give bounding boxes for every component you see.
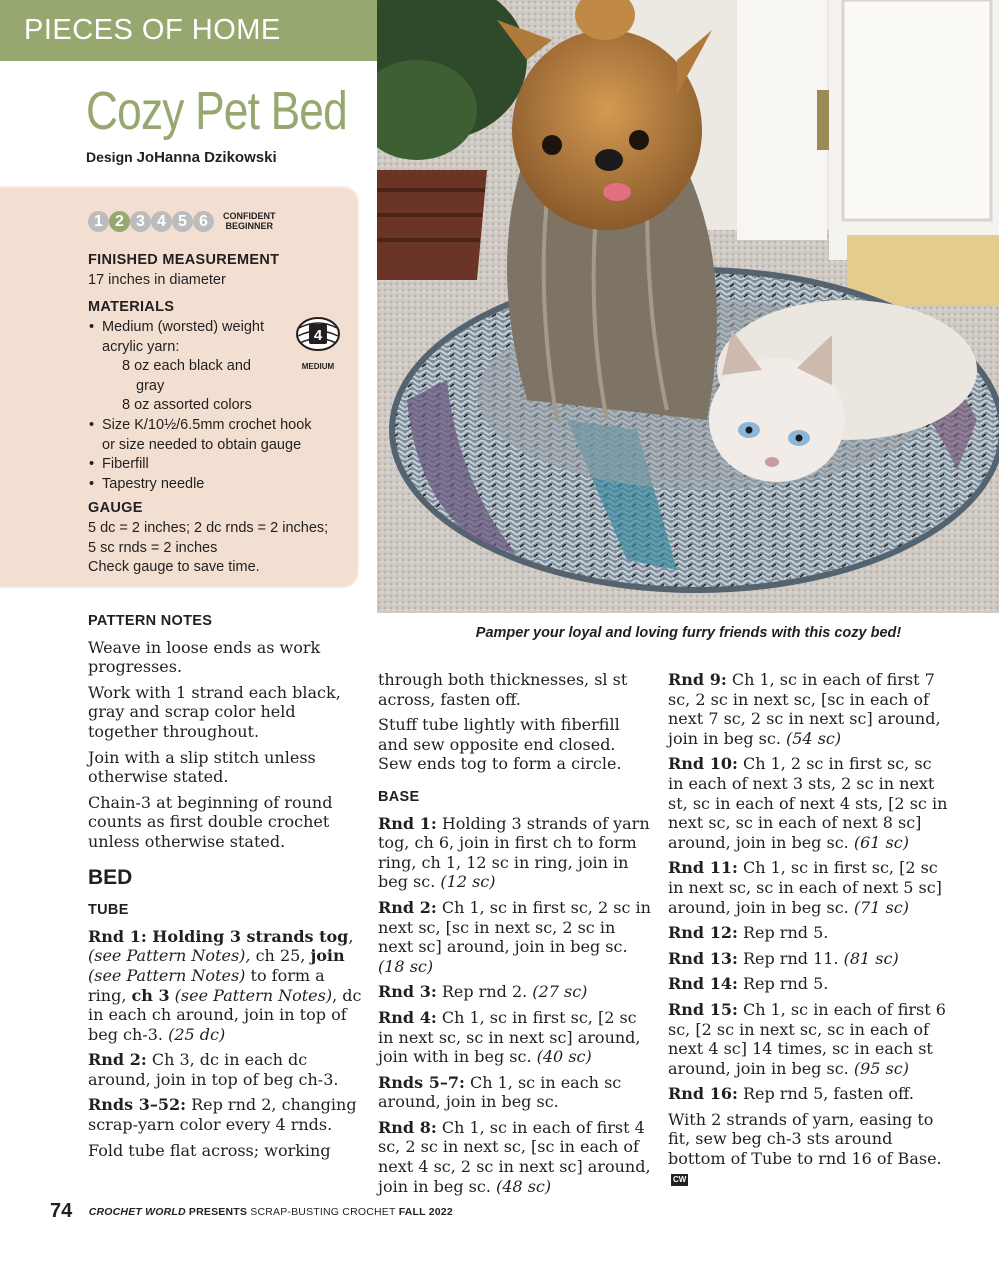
skill-level-3: 3: [130, 211, 151, 232]
rnd-label: Rnd 11:: [668, 858, 738, 878]
rnd-label: Rnd 12:: [668, 923, 738, 943]
tube-heading: TUBE: [88, 902, 129, 919]
rnd-text: Rep rnd 11.: [737, 948, 844, 968]
footer-mag2: PRESENTS: [185, 1205, 251, 1218]
pattern-note-3: Join with a slip stitch unless otherwise stated.: [88, 747, 316, 787]
rnd-label: Rnd 1: Holding 3 strands tog: [88, 926, 349, 946]
gauge-line1: 5 dc = 2 inches; 2 dc rnds = 2 inches;: [88, 520, 329, 536]
r1-ch3: ch 3: [131, 985, 170, 1005]
base-round: [668, 1084, 952, 1104]
rnd-label: Rnd 1:: [378, 813, 437, 833]
materials-item-fiberfill: • Fiberfill: [88, 455, 328, 475]
rnd-count: (71 sc): [853, 897, 909, 917]
base-round: [378, 1073, 654, 1112]
column-2: [378, 670, 654, 1202]
r1-note3: (see Pattern Notes): [174, 985, 333, 1005]
yarn-line2: acrylic yarn:: [102, 338, 180, 355]
photo-caption: Pamper your loyal and loving furry friends with this cozy bed!: [475, 625, 902, 641]
footer-mag4: FALL 2022: [395, 1205, 453, 1218]
base-round: [378, 982, 654, 1002]
rnd-label: Rnds 5–7:: [378, 1072, 465, 1092]
rnd-text: Rep rnd 2.: [436, 982, 533, 1002]
rnd-label: Rnd 2:: [378, 897, 437, 917]
rnd-count: (12 sc): [440, 872, 496, 892]
rnd-label: Rnd 8:: [378, 1117, 437, 1137]
skill-level-6: 6: [193, 211, 214, 232]
tube-rnd-1: [88, 927, 365, 1045]
rnd-count: (27 sc): [532, 982, 588, 1002]
r1-d: , dc in each ch around, join in top of beg ch-3.: [88, 985, 362, 1044]
rnd-label: Rnd 16:: [668, 1084, 738, 1104]
base-round: [668, 974, 952, 994]
designer-name: JoHanna Dzikowski: [136, 149, 277, 166]
column-3: [668, 670, 952, 1194]
rnd-text: Rep rnd 5, fasten off.: [737, 1084, 914, 1104]
base-round: [668, 949, 952, 969]
rnd-label: Rnds 3–52:: [88, 1095, 186, 1115]
gauge-line3: Check gauge to save time.: [88, 559, 260, 575]
fold-text-end: through both thicknesses, sl st across, fasten off.: [378, 670, 628, 709]
base-heading: BASE: [378, 788, 420, 805]
rnd-text: Rep rnd 5.: [737, 923, 829, 943]
rnd-label: Rnd 15:: [668, 999, 738, 1019]
base-rounds-list: [378, 814, 654, 1197]
rnd-count: (95 sc): [853, 1058, 909, 1078]
gauge-heading: GAUGE: [88, 500, 143, 516]
yarn-weight-icon: [292, 316, 344, 376]
page-title: Cozy Pet Bed: [86, 81, 347, 141]
skill-level-5: 5: [172, 211, 193, 232]
rnd-text: Ch 1, sc in first sc, [2 sc in next sc, sc in next sc] around, join with in beg sc.: [378, 1007, 641, 1067]
section-banner: PIECES OF HOME: [0, 0, 377, 61]
pattern-note-1: Weave in loose ends as work progresses.: [88, 637, 321, 677]
skill-level: [88, 209, 276, 233]
r1-b: ch 25,: [250, 946, 311, 966]
rnd-count: (18 sc): [378, 956, 434, 976]
materials-item-needle: • Tapestry needle: [88, 475, 328, 495]
rnd-text: Ch 1, sc in each sc around, join in beg sc.: [378, 1072, 622, 1112]
rnd-text: Ch 3, dc in each dc around, join in top of beg ch-3.: [88, 1050, 339, 1089]
rnd-label: Rnd 9:: [668, 670, 727, 689]
skill-level-2: 2: [109, 211, 130, 232]
r1-note2: (see Pattern Notes): [88, 965, 246, 985]
end-mark-icon: CW: [673, 1174, 687, 1184]
rnd-label: Rnd 4:: [378, 1007, 437, 1027]
materials-heading: MATERIALS: [88, 299, 175, 315]
rnd-label: Rnd 2:: [88, 1050, 147, 1070]
r1-a: ,: [348, 926, 354, 946]
base-rounds-list-continued: [668, 670, 952, 1104]
rnd-count: (61 sc): [853, 832, 909, 852]
rnd-text: Ch 1, sc in each of first 4 sc, 2 sc in next sc, [sc in each of next 4 sc, 2 sc in next sc] around, join in beg sc.: [378, 1117, 651, 1196]
finish-text-body: With 2 strands of yarn, easing to fit, sew beg ch-3 sts around bottom of Tube to rnd 16 of Base.: [668, 1109, 942, 1169]
rnd-count: (40 sc): [536, 1047, 592, 1067]
footer-mag1: CROCHET WORLD: [88, 1205, 186, 1218]
r1-note1: (see Pattern Notes),: [88, 946, 251, 966]
yarn-sub2: 8 oz assorted colors: [122, 397, 252, 414]
rnd-count: (54 sc): [786, 728, 842, 748]
rnd-text: Ch 1, sc in first sc, [2 sc in next sc, sc in each of next 5 sc] around, join in beg sc.: [668, 858, 942, 917]
base-round: [378, 814, 654, 892]
skill-label-line1: CONFIDENT: [223, 211, 276, 221]
base-round: [378, 1118, 654, 1196]
rnd-text: Ch 1, sc in first sc, 2 sc in next sc, [sc in next sc, 2 sc in next sc] around, join in beg sc.: [378, 897, 651, 957]
info-box: [0, 186, 359, 588]
pattern-note-2: Work with 1 strand each black, gray and scrap color held together throughout.: [88, 682, 341, 741]
rnd-text: Rep rnd 2, changing scrap-yarn color every 4 rnds.: [88, 1095, 357, 1135]
page-footer: [50, 1200, 453, 1223]
r1-count: (25 dc): [168, 1024, 226, 1044]
base-round: [378, 898, 654, 976]
weight-label: MEDIUM: [301, 361, 335, 371]
bed-heading: BED: [88, 865, 133, 889]
rnd-label: Rnd 14:: [668, 974, 738, 994]
weight-number: 4: [313, 327, 323, 344]
rnd-count: (81 sc): [843, 948, 899, 968]
base-round: [668, 858, 952, 917]
base-round: [668, 754, 952, 852]
footer-publication: [89, 1206, 453, 1218]
skill-level-1: 1: [88, 211, 109, 232]
column-1: [88, 612, 365, 1166]
gauge-line2: 5 sc rnds = 2 inches: [88, 540, 218, 556]
skill-level-4: 4: [151, 211, 172, 232]
rnd-count: (48 sc): [496, 1176, 552, 1196]
tube-rnd-2: [88, 1050, 365, 1089]
fold-text-start: Fold tube flat across; working: [88, 1140, 331, 1160]
rnd-label: Rnd 13:: [668, 948, 738, 968]
base-round: [668, 670, 952, 748]
rnd-label: Rnd 3:: [378, 982, 437, 1002]
designer-credit: [86, 149, 277, 166]
rnd-text: Holding 3 strands of yarn tog, ch 6, join in first ch to form ring, ch 1, 12 sc in ring, join in beg sc.: [378, 813, 650, 892]
hook-line2: or size needed to obtain gauge: [102, 436, 302, 453]
yarn-sub1a: 8 oz each black and: [122, 358, 251, 375]
stuff-text: Stuff tube lightly with fiberfill and sew opposite end closed. Sew ends tog to form a circle.: [378, 715, 622, 774]
footer-mag3: SCRAP-BUSTING CROCHET: [250, 1205, 396, 1218]
rnd-text: Ch 1, sc in each of first 6 sc, [2 sc in next sc, sc in each of next 4 sc] 14 times, sc in each st around, join in beg sc.: [668, 999, 946, 1078]
base-round: [668, 923, 952, 943]
yarn-ball-icon: [295, 316, 341, 352]
rnd-text: Ch 1, sc in each of first 7 sc, 2 sc in next sc, [sc in each of next 7 sc, 2 sc in next sc] around, join in beg sc.: [668, 670, 941, 748]
yarn-line1: Medium (worsted) weight: [102, 319, 264, 335]
skill-label: [223, 211, 276, 231]
rnd-text: Rep rnd 5.: [737, 974, 829, 994]
materials-item-hook: [88, 416, 328, 455]
pattern-notes-heading: PATTERN NOTES: [88, 613, 213, 629]
pet-bed-photo: [377, 0, 999, 613]
yarn-sub1b: gray: [136, 377, 165, 394]
pattern-note-4: Chain-3 at beginning of round counts as first double crochet unless otherwise stated.: [88, 792, 333, 851]
finished-text: 17 inches in diameter: [88, 272, 226, 288]
r1-c: to form a ring,: [88, 965, 325, 1005]
base-round: [668, 1000, 952, 1078]
r1-join: join: [310, 946, 345, 966]
rnd-text: Ch 1, 2 sc in first sc, sc in each of next 3 sts, 2 sc in next st, sc in each of next 4 sts, [2 sc in next sc, sc in each of next 8 sc] around, join in beg sc.: [668, 754, 948, 852]
design-label: Design: [86, 149, 133, 165]
base-round: [378, 1008, 654, 1067]
rnd-label: Rnd 10:: [668, 754, 738, 774]
tube-rnds-3-52: [88, 1095, 365, 1134]
finish-text: [668, 1110, 952, 1188]
finished-heading: FINISHED MEASUREMENT: [88, 252, 280, 268]
page-number: 74: [50, 1200, 73, 1222]
photo-illustration: [377, 0, 999, 613]
hook-line1: Size K/10½/6.5mm crochet hook: [102, 416, 312, 433]
skill-label-line2: BEGINNER: [225, 221, 273, 231]
